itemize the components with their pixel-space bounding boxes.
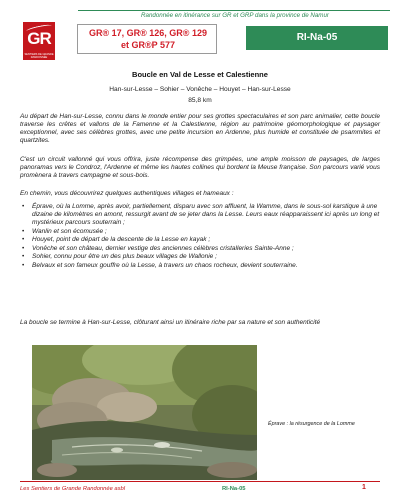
villages-intro: En chemin, vous découvrirez quelques authentiques villages et hameaux :	[20, 190, 234, 197]
photo-caption: Éprave : la résurgence de la Lomme	[268, 421, 355, 427]
villages-list	[20, 203, 380, 270]
list-item: • Vonêche et son château, dernier vestige des anciennes célèbres cristalleries Sainte-Anne ;	[22, 244, 294, 252]
logo-letters: GR	[27, 29, 51, 48]
route-stages: Han-sur-Lesse – Sohier – Vonêche – Houyet – Han-sur-Lesse	[109, 86, 291, 93]
itinerary-code-badge: RI-Na-05	[246, 26, 388, 50]
closing-paragraph: La boucle se termine à Han-sur-Lesse, clôturant ainsi un itinéraire riche par sa nature et son authenticité	[20, 319, 321, 326]
list-item: • Houyet, point de départ de la descente de la Lesse en kayak ;	[22, 236, 211, 243]
gr-logo	[23, 22, 55, 60]
route-distance: 85,8 km	[188, 97, 212, 104]
footer-rule	[20, 481, 380, 482]
logo-subtitle: SENTIERS DE GRANDE RANDONNÉE	[24, 53, 54, 59]
list-item: • Belvaux et son fameux gouffre où la Lesse, à travers un chaos rocheux, devient souterraine.	[22, 261, 298, 269]
routes-box	[77, 24, 217, 54]
intro-paragraph: Au départ de Han-sur-Lesse, connu dans le monde entier pour ses grottes spectaculaires et son parc animalier, cette boucle traverse les crêtes et vallons de la Famenne et la Calestienne, région au patrimoine géomorphologique et paysager exceptionnel, avec ses célèbres grottes, avec une petite incursion en Ardenne, plus humide et constituée de psammites et quartzites.	[20, 113, 380, 144]
page-title: Boucle en Val de Lesse et Calestienne	[132, 70, 268, 79]
footer-organization: Les Sentiers de Grande Randonnée asbl	[20, 486, 126, 492]
bullet-icon: •	[22, 244, 25, 252]
list-item: • Sohier, connu pour être un des plus beaux villages de Wallonie ;	[22, 253, 217, 260]
resurgence-photo	[32, 345, 257, 480]
bullet-icon: •	[22, 203, 25, 210]
footer-code: RI-Na-05	[222, 486, 246, 492]
bullet-icon: •	[22, 261, 25, 269]
page-number: 1	[362, 484, 366, 491]
list-item: • Wanlin et son écomusée ;	[22, 227, 107, 235]
circuit-paragraph: C'est un circuit vallonné qui vous offrira, juste récompense des grimpées, une ample moisson de paysages, de larges panoramas vers le Condroz, l'Ardenne et même les hautes collines qui bordent la Meuse française. Son parcours varié vous promènera à travers campagne et sous-bois.	[20, 156, 380, 179]
bullet-icon: •	[22, 253, 25, 260]
list-item: • Éprave, où la Lomme, après avoir, partiellement, disparu avec son affluent, la Wamme, dans le sous-sol karstique à une dizaine de kilomètres en amont, ressurgit avant de se jeter dans la Lesse. Leurs eaux réapparaissent ici après un long et mystérieux parcours souterrain ;	[22, 203, 380, 226]
routes-line-2: et GR®P 577	[121, 40, 175, 50]
routes-line-1: GR® 17, GR® 126, GR® 129	[89, 28, 207, 38]
bullet-icon: •	[22, 227, 25, 235]
header-rule	[78, 10, 390, 11]
header-tagline: Randonnée en itinérance sur GR et GRP dans la province de Namur	[141, 12, 329, 19]
river-photo-illustration	[32, 345, 257, 480]
bullet-icon: •	[22, 236, 25, 243]
